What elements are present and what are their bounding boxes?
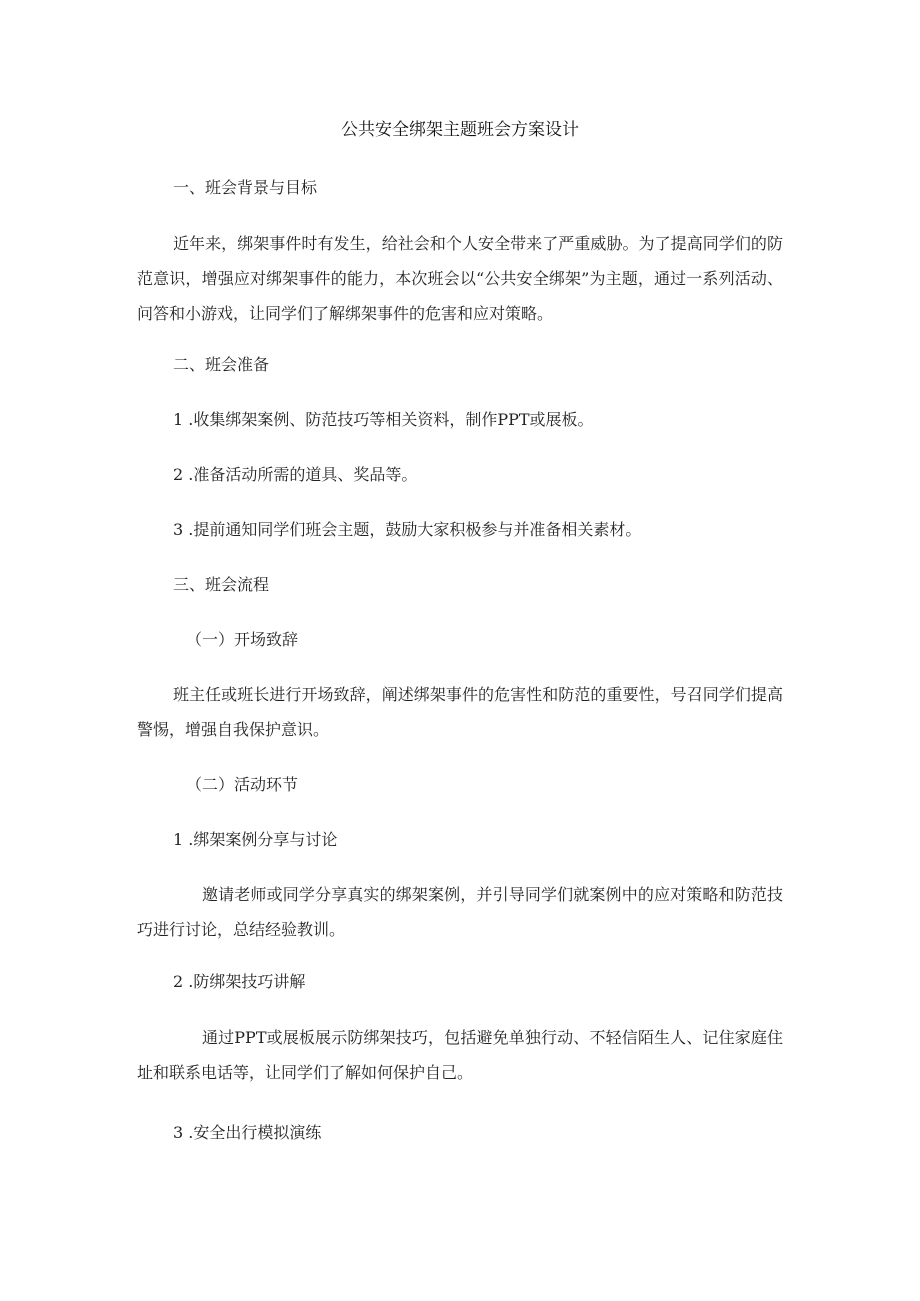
section-heading-preparation: 二、班会准备 bbox=[173, 355, 270, 374]
background-paragraph: 近年来，绑架事件时有发生，给社会和个人安全带来了严重威胁。为了提高同学们的防范意识，增强应对绑架事件的能力，本次班会以“公共安全绑架”为主题，通过一系列活动、问答和小游戏，让同学们了解绑架事件的危害和应对策略。 bbox=[137, 234, 783, 323]
activity-title-2: 2 .防绑架技巧讲解 bbox=[173, 972, 306, 991]
subsection-heading-activities: （二）活动环节 bbox=[186, 775, 299, 794]
activity-title-1: 1 .绑架案例分享与讨论 bbox=[173, 830, 338, 849]
section-heading-flow: 三、班会流程 bbox=[173, 575, 270, 594]
subsection-heading-opening: （一）开场致辞 bbox=[186, 630, 299, 649]
prep-item-1: 1 .收集绑架案例、防范技巧等相关资料，制作PPT或展板。 bbox=[173, 410, 594, 429]
prep-item-3: 3 .提前通知同学们班会主题，鼓励大家积极参与并准备相关素材。 bbox=[173, 520, 642, 539]
activity-paragraph-1: 邀请老师或同学分享真实的绑架案例，并引导同学们就案例中的应对策略和防范技巧进行讨论，总结经验教训。 bbox=[137, 885, 783, 939]
opening-paragraph: 班主任或班长进行开场致辞，阐述绑架事件的危害性和防范的重要性，号召同学们提高警惕，增强自我保护意识。 bbox=[137, 685, 783, 739]
prep-item-2: 2 .准备活动所需的道具、奖品等。 bbox=[173, 465, 418, 484]
activity-paragraph-2: 通过PPT或展板展示防绑架技巧，包括避免单独行动、不轻信陌生人、记住家庭住址和联系电话等，让同学们了解如何保护自己。 bbox=[137, 1028, 783, 1082]
activity-title-3: 3 .安全出行模拟演练 bbox=[173, 1123, 322, 1142]
document-title: 公共安全绑架主题班会方案设计 bbox=[341, 120, 579, 140]
section-heading-background: 一、班会背景与目标 bbox=[173, 178, 318, 197]
